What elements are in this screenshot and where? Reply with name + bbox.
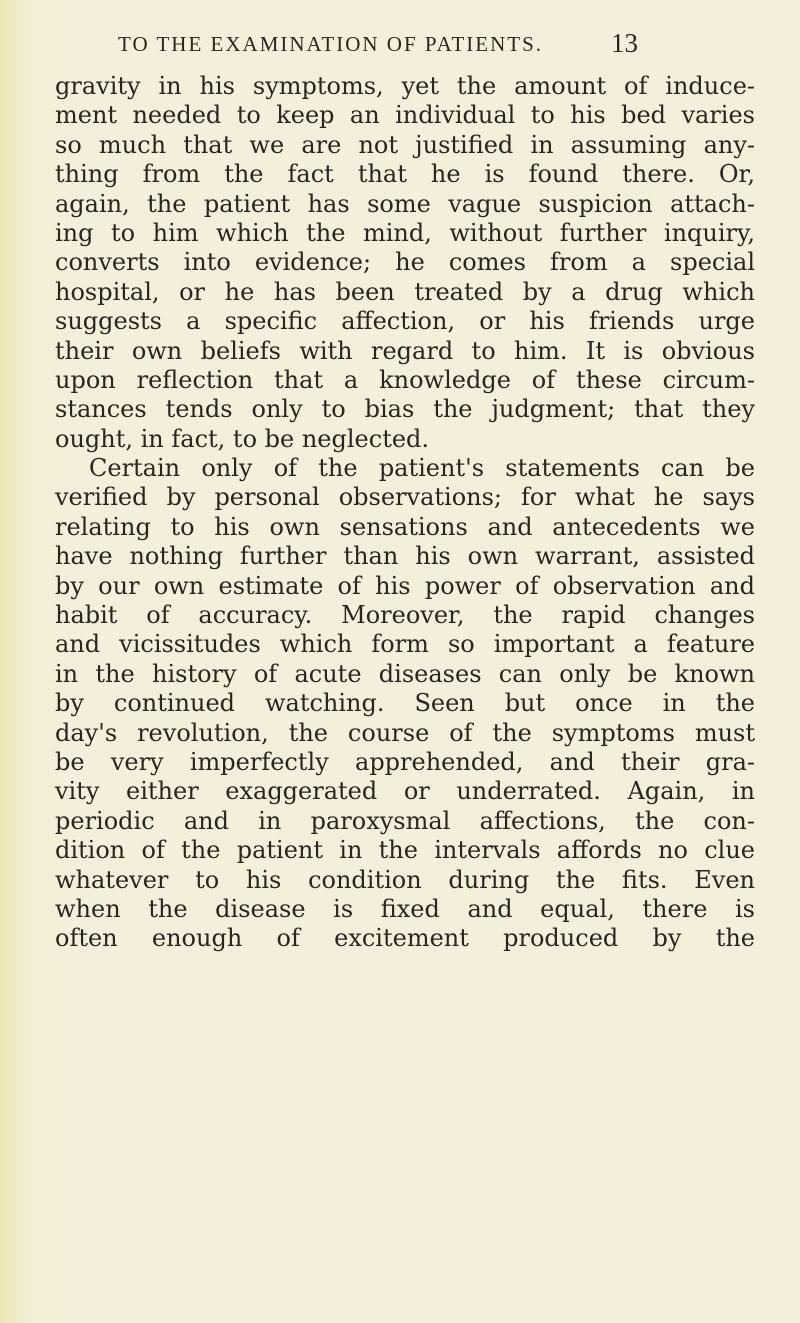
text-line: whatever to his condition during the fits. Even [55, 865, 755, 894]
text-line: ought, in fact, to be neglected. [55, 424, 430, 453]
text-line: upon reflection that a knowledge of these circum- [55, 365, 755, 394]
text-line: thing from the fact that he is found there. Or, [55, 160, 755, 189]
text-line: ing to him which the mind, without further inquiry, [55, 218, 755, 247]
text-line: vity either exaggerated or underrated. Again, in [55, 777, 755, 806]
text-line: day's revolution, the course of the symptoms must [55, 718, 755, 747]
page-header [0, 28, 800, 62]
text-line: by continued watching. Seen but once in the [55, 689, 755, 718]
text-line: so much that we are not justified in assuming any- [55, 130, 755, 159]
text-line: periodic and in paroxysmal affections, the con- [55, 806, 755, 835]
text-line: gravity in his symptoms, yet the amount of induce- [55, 72, 755, 100]
text-line: often enough of excitement produced by the [55, 924, 755, 953]
running-title: TO THE EXAMINATION OF PATIENTS. [118, 32, 544, 56]
text-line: again, the patient has some vague suspicion attach- [55, 189, 755, 218]
text-line: in the history of acute diseases can only be known [55, 659, 755, 688]
text-line: ment needed to keep an individual to his bed varies [55, 101, 755, 130]
text-line: have nothing further than his own warrant, assisted [55, 542, 755, 571]
text-line: hospital, or he has been treated by a drug which [55, 277, 755, 306]
text-line: Certain only of the patient's statements can be [89, 454, 755, 483]
text-line: verified by personal observations; for what he says [55, 483, 755, 512]
text-line: relating to his own sensations and antecedents we [55, 512, 755, 541]
text-line: dition of the patient in the intervals affords no clue [55, 836, 755, 865]
text-line: their own beliefs with regard to him. It is obvious [55, 336, 755, 365]
page-number: 13 [611, 28, 638, 58]
text-line: stances tends only to bias the judgment; that they [55, 395, 755, 424]
text-line: habit of accuracy. Moreover, the rapid changes [55, 601, 755, 630]
text-line: when the disease is fixed and equal, there is [55, 894, 755, 923]
text-line: suggests a specific affection, or his friends urge [55, 307, 755, 336]
body-text [55, 72, 755, 954]
text-line: be very imperfectly apprehended, and their gra- [55, 747, 755, 776]
text-line: converts into evidence; he comes from a special [55, 248, 755, 277]
text-line: by our own estimate of his power of observation and [55, 571, 755, 600]
text-line: and vicissitudes which form so important a feature [55, 630, 755, 659]
